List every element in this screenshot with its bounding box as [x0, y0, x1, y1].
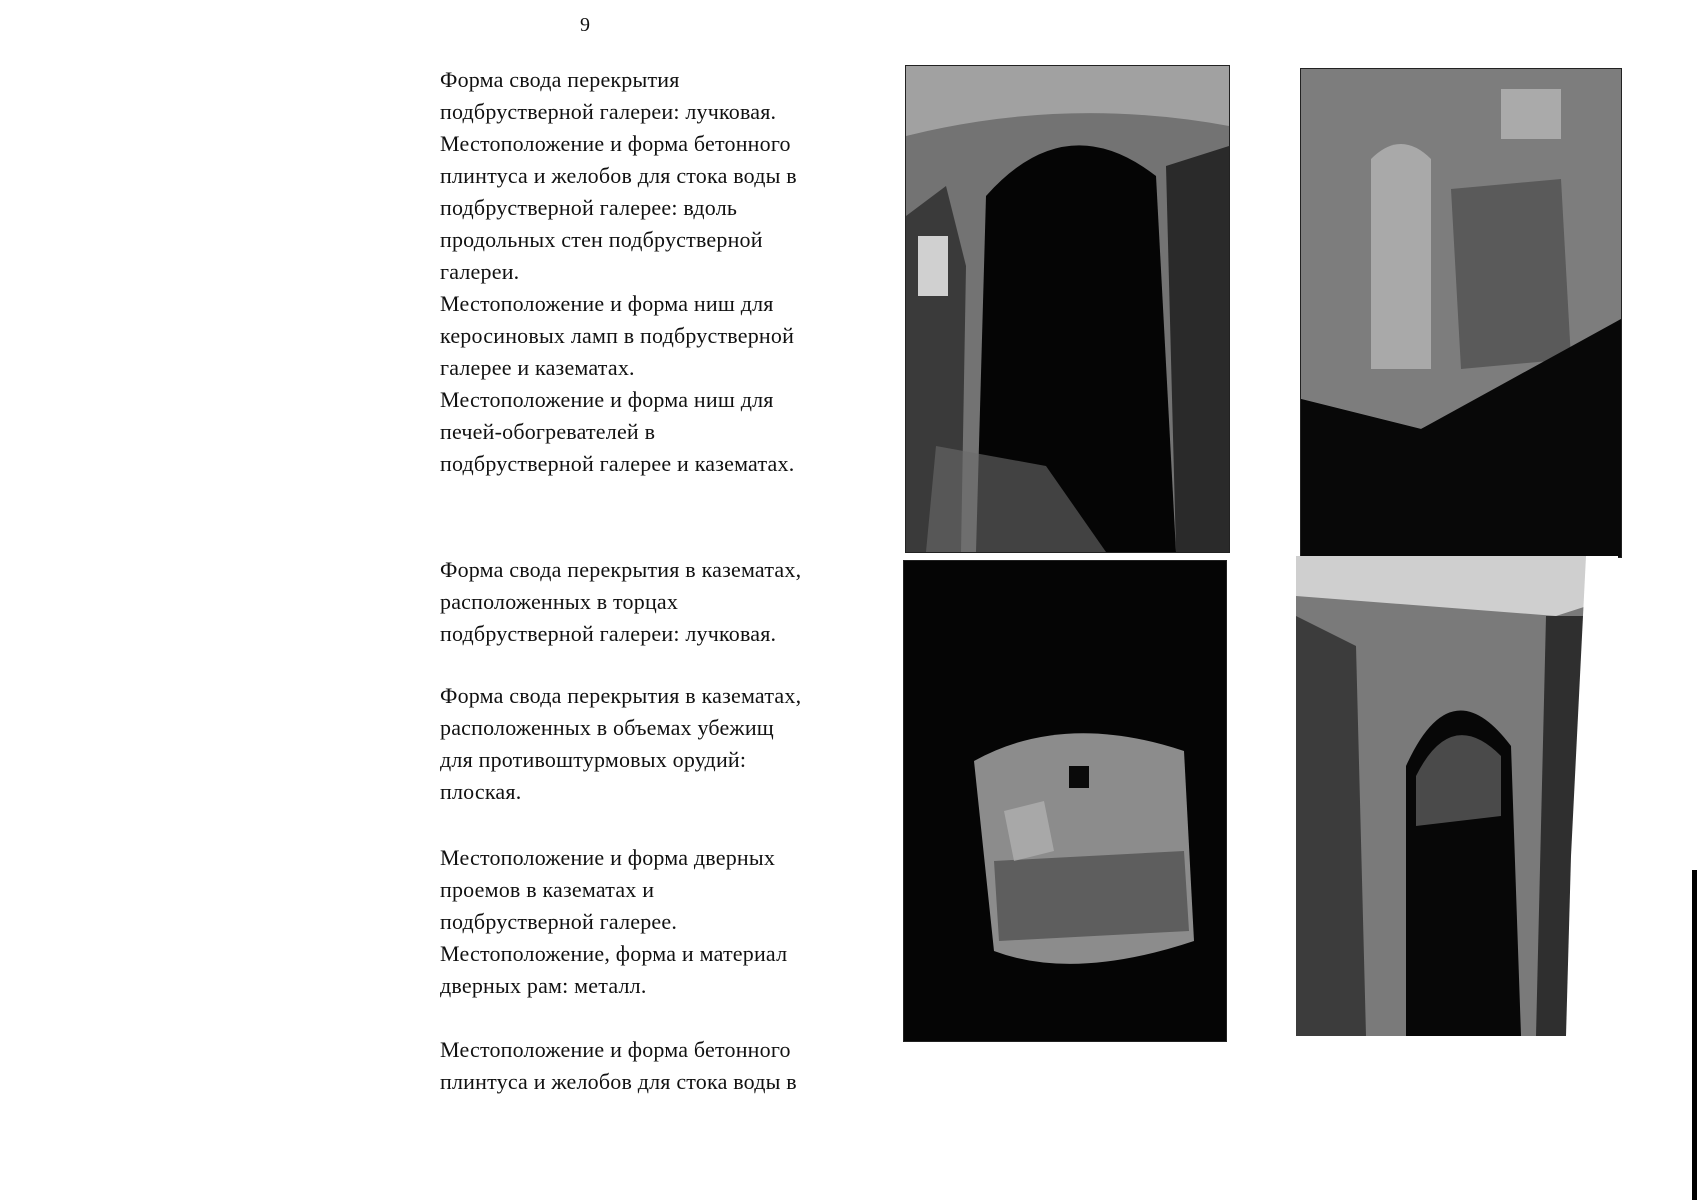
text-line: печей-обогревателей в: [440, 419, 656, 444]
text-line: плоская.: [440, 779, 522, 804]
text-line: Местоположение и форма дверных: [440, 845, 776, 870]
text-line: Форма свода перекрытия: [440, 67, 680, 92]
text-line: дверных рам: металл.: [440, 973, 647, 998]
scan-edge-mark: [1692, 870, 1697, 1200]
text-line: Форма свода перекрытия в казематах,: [440, 557, 802, 582]
text-line: керосиновых ламп в подбрустверной: [440, 323, 795, 348]
text-line: подбрустверной галерее и казематах.: [440, 451, 795, 476]
text-block-plinth: [440, 1034, 850, 1098]
text-line: Форма свода перекрытия в казематах,: [440, 683, 802, 708]
text-block-casemate-vault-end: [440, 554, 850, 650]
text-line: подбрустверной галерее.: [440, 909, 678, 934]
text-line: Местоположение и форма ниш для: [440, 387, 774, 412]
text-line: подбрустверной галереи: лучковая.: [440, 621, 777, 646]
text-line: Местоположение и форма бетонного: [440, 1037, 791, 1062]
text-block-casemate-vault-shelter: [440, 680, 850, 808]
text-line: расположенных в объемах убежищ: [440, 715, 774, 740]
photo-gallery-vault: [905, 65, 1230, 553]
text-line: подбрустверной галереи: лучковая.: [440, 99, 777, 124]
text-line: расположенных в торцах: [440, 589, 679, 614]
text-block-gallery-features: [440, 64, 850, 480]
photo-arched-doorway: [1296, 556, 1618, 1036]
text-line: галереи.: [440, 259, 520, 284]
photo-wall-niche: [1300, 68, 1622, 558]
text-line: продольных стен подбрустверной: [440, 227, 763, 252]
text-line: подбрустверной галерее: вдоль: [440, 195, 738, 220]
text-line: галерее и казематах.: [440, 355, 635, 380]
text-line: Местоположение и форма ниш для: [440, 291, 774, 316]
photo-casemate-wall: [903, 560, 1227, 1042]
text-line: проемов в казематах и: [440, 877, 655, 902]
text-block-door-openings: [440, 842, 850, 1002]
text-line: Местоположение и форма бетонного: [440, 131, 791, 156]
text-line: Местоположение, форма и материал: [440, 941, 788, 966]
text-line: плинтуса и желобов для стока воды в: [440, 1069, 797, 1094]
page-number: 9: [580, 14, 590, 36]
text-line: плинтуса и желобов для стока воды в: [440, 163, 797, 188]
text-line: для противоштурмовых орудий:: [440, 747, 747, 772]
